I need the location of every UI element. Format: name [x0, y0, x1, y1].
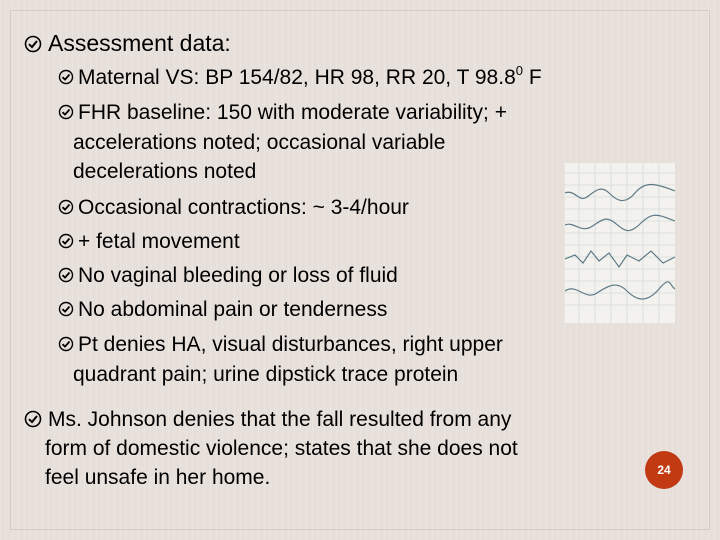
- vitals-text-pre: Maternal VS: BP 154/82, HR 98, RR 20, T 98.8: [78, 66, 516, 89]
- denies-line-2: quadrant pain; urine dipstick trace protein: [73, 363, 459, 386]
- fhr-line-3: decelerations noted: [73, 160, 257, 183]
- list-item: [58, 298, 387, 322]
- abdominal-text: No abdominal pain or tenderness: [78, 298, 388, 321]
- bleeding-text: No vaginal bleeding or loss of fluid: [78, 264, 398, 287]
- note-line-3: feel unsafe in her home.: [45, 466, 271, 489]
- checkbox-bullet-icon: [58, 67, 74, 83]
- fhr-line-2: accelerations noted; occasional variable: [73, 131, 446, 154]
- fetal-monitor-strip-image: [565, 163, 675, 323]
- note-bullet: [24, 408, 511, 432]
- fhr-line-1: FHR baseline: 150 with moderate variability; +: [78, 101, 507, 124]
- list-item: [58, 333, 503, 357]
- checkbox-bullet-icon: [58, 197, 74, 213]
- denies-line-1: Pt denies HA, visual disturbances, right upper: [78, 333, 503, 356]
- checkbox-bullet-icon: [24, 410, 42, 428]
- checkbox-bullet-icon: [58, 265, 74, 281]
- heading-text: Assessment data:: [48, 30, 231, 56]
- note-line-1: Ms. Johnson denies that the fall resulted from any: [48, 408, 512, 431]
- vitals-text-post: F: [522, 66, 542, 89]
- list-item: [58, 196, 409, 220]
- list-item: [58, 101, 507, 125]
- checkbox-bullet-icon: [24, 32, 42, 50]
- list-item: [58, 264, 398, 288]
- checkbox-bullet-icon: [58, 299, 74, 315]
- list-item: [58, 63, 542, 90]
- vitals-superscript: 0: [515, 63, 523, 78]
- checkbox-bullet-icon: [58, 334, 74, 350]
- contractions-text: Occasional contractions: ~ 3-4/hour: [78, 196, 409, 219]
- note-line-2: form of domestic violence; states that she does not: [45, 437, 518, 460]
- checkbox-bullet-icon: [58, 231, 74, 247]
- heading-bullet: [24, 30, 231, 57]
- fetal-movement-text: + fetal movement: [78, 230, 240, 253]
- checkbox-bullet-icon: [58, 102, 74, 118]
- page-number-badge: 24: [645, 451, 683, 489]
- list-item: [58, 230, 240, 254]
